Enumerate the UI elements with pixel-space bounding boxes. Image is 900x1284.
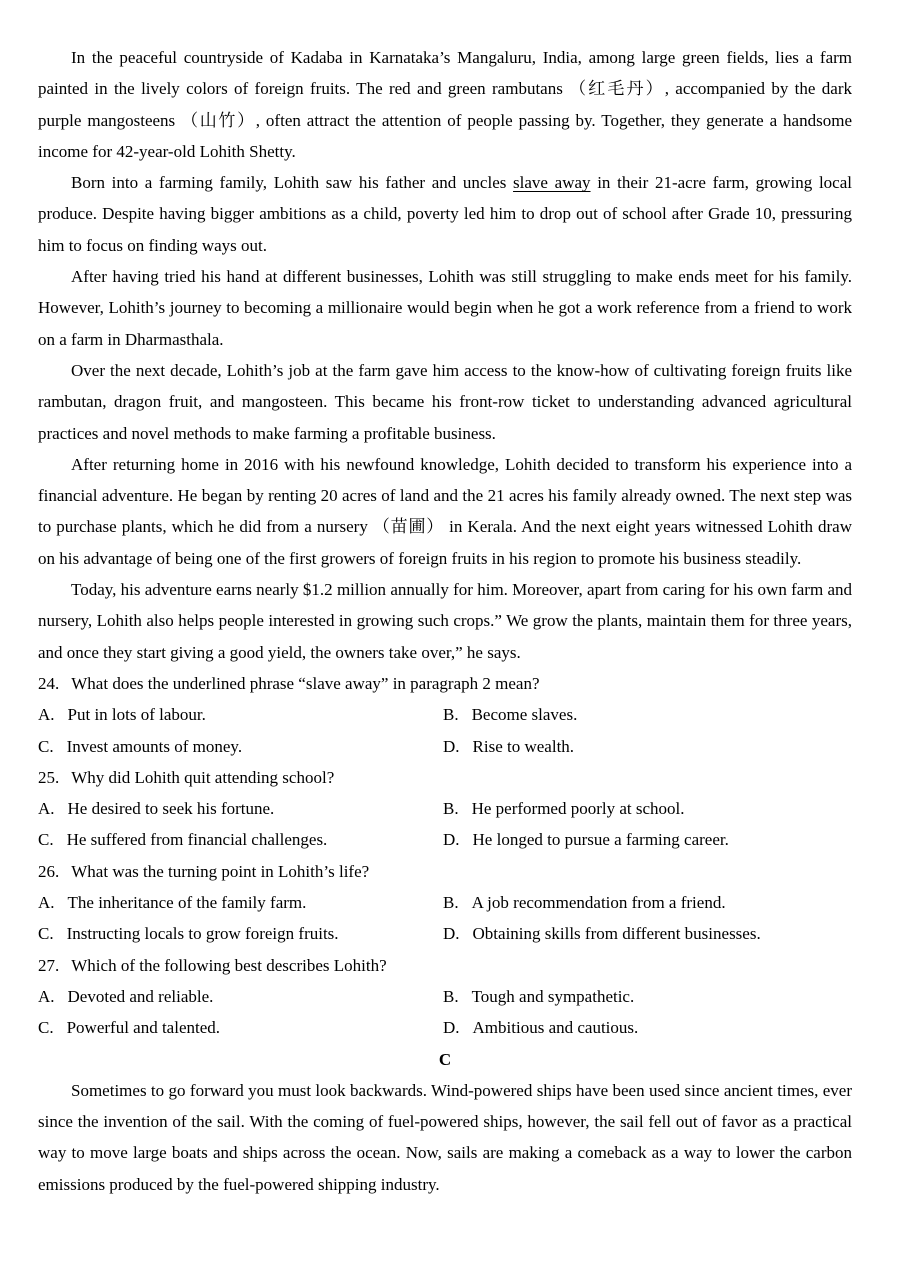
option-d-label: D. xyxy=(443,924,460,944)
question-25-option-a xyxy=(38,793,443,824)
question-24-stem xyxy=(38,668,852,699)
question-26-stem xyxy=(38,856,852,887)
option-d-text: He longed to pursue a farming career. xyxy=(472,830,729,850)
option-c-text: Powerful and talented. xyxy=(66,1018,221,1038)
option-c-label: C. xyxy=(38,830,54,850)
option-b-label: B. xyxy=(443,893,459,913)
question-26-number: 26. xyxy=(38,861,60,881)
question-24-text: What does the underlined phrase “slave away” in paragraph 2 mean? xyxy=(71,673,540,693)
question-25 xyxy=(38,762,852,856)
option-d-text: Ambitious and cautious. xyxy=(472,1018,639,1038)
option-c-label: C. xyxy=(38,924,54,944)
question-27-options xyxy=(38,981,852,1044)
option-d-label: D. xyxy=(443,1018,460,1038)
question-27-text: Which of the following best describes Lohith? xyxy=(71,955,387,975)
question-27-option-a xyxy=(38,981,443,1012)
question-24-option-b xyxy=(443,699,852,730)
question-26-options xyxy=(38,887,852,950)
question-26-option-c xyxy=(38,918,443,949)
option-d-label: D. xyxy=(443,830,460,850)
question-27 xyxy=(38,950,852,1044)
option-c-text: Invest amounts of money. xyxy=(66,736,243,756)
passage-paragraph-4: Over the next decade, Lohith’s job at the farm gave him access to the know-how of cultivating foreign fruits like rambutan, dragon fruit, and mangosteen. This became his front-row ticket to understanding advanced agricultural practices and novel methods to make farming a profitable business. xyxy=(38,360,852,443)
question-26-option-d xyxy=(443,918,852,949)
question-24-option-a xyxy=(38,699,443,730)
passage-paragraph-3: After having tried his hand at different businesses, Lohith was still struggling to make ends meet for his family. However, Lohith’s journey to becoming a millionaire would begin when he got a work reference from a friend to work on a farm in Dharmasthala. xyxy=(38,267,852,349)
option-b-label: B. xyxy=(443,705,459,725)
question-26-text: What was the turning point in Lohith’s life? xyxy=(71,861,370,881)
question-24-options xyxy=(38,699,852,762)
question-25-text: Why did Lohith quit attending school? xyxy=(71,767,335,787)
question-25-option-c xyxy=(38,824,443,855)
option-b-text: Tough and sympathetic. xyxy=(471,986,635,1006)
question-24-option-c xyxy=(38,731,443,762)
passage-paragraph-2 xyxy=(38,167,852,261)
question-25-number: 25. xyxy=(38,767,60,787)
option-c-label: C. xyxy=(38,1018,54,1038)
question-25-stem xyxy=(38,762,852,793)
option-d-text: Obtaining skills from different businesses. xyxy=(472,924,761,944)
option-b-text: Become slaves. xyxy=(471,705,578,725)
question-27-option-c xyxy=(38,1012,443,1043)
option-a-text: He desired to seek his fortune. xyxy=(67,799,275,819)
option-d-text: Rise to wealth. xyxy=(472,736,575,756)
passage-paragraph-1: In the peaceful countryside of Kadaba in Karnataka’s Mangaluru, India, among large green fields, lies a farm painted in the lively colors of foreign fruits. The red and green rambutans （红毛丹）, accompanied by the dark purple mangosteens （山竹）, often attract the attention of people passing by. Together, they generate a handsome income for 42-year-old Lohith Shetty. xyxy=(38,48,852,161)
question-26-option-a xyxy=(38,887,443,918)
paragraph-2-text-before: Born into a farming family, Lohith saw his father and uncles xyxy=(71,173,514,193)
option-a-label: A. xyxy=(38,893,55,913)
section-c-header: C xyxy=(438,1049,452,1069)
question-24-option-d xyxy=(443,731,852,762)
option-a-text: Devoted and reliable. xyxy=(67,986,214,1006)
option-a-text: Put in lots of labour. xyxy=(67,705,206,725)
passage-paragraph-6: Today, his adventure earns nearly $1.2 million annually for him. Moreover, apart from caring for his own farm and nursery, Lohith also helps people interested in growing such crops.” We grow the plants, maintain them for three years, and once they start giving a good yield, the owners take over,” he says. xyxy=(38,580,852,662)
option-c-label: C. xyxy=(38,736,54,756)
question-27-option-d xyxy=(443,1012,852,1043)
question-25-options xyxy=(38,793,852,856)
question-26-option-b xyxy=(443,887,852,918)
paragraph-2-text-after: in their 21-acre farm, growing local produce. Despite having bigger ambitions as a child, poverty led him to drop out of school after Grade 10, pressuring him to focus on finding ways out. xyxy=(38,173,852,255)
question-27-stem xyxy=(38,950,852,981)
option-b-label: B. xyxy=(443,986,459,1006)
option-a-label: A. xyxy=(38,986,55,1006)
question-25-option-b xyxy=(443,793,852,824)
option-b-text: A job recommendation from a friend. xyxy=(471,893,726,913)
option-a-label: A. xyxy=(38,799,55,819)
option-a-label: A. xyxy=(38,705,55,725)
option-b-label: B. xyxy=(443,799,459,819)
section-c-paragraph-1: Sometimes to go forward you must look backwards. Wind-powered ships have been used since ancient times, ever since the invention of the sail. With the coming of fuel-powered ships, however, the sail fell out of favor as a practical way to move large boats and ships across the ocean. Now, sails are making a comeback as a way to lower the carbon emissions produced by the fuel-powered shipping industry. xyxy=(38,1080,852,1194)
option-a-text: The inheritance of the family farm. xyxy=(67,893,307,913)
option-c-text: Instructing locals to grow foreign fruits. xyxy=(66,924,339,944)
option-d-label: D. xyxy=(443,736,460,756)
option-c-text: He suffered from financial challenges. xyxy=(66,830,328,850)
question-27-option-b xyxy=(443,981,852,1012)
underlined-phrase-slave-away: slave away xyxy=(513,173,591,193)
question-27-number: 27. xyxy=(38,955,60,975)
passage-paragraph-5: After returning home in 2016 with his newfound knowledge, Lohith decided to transform his experience into a financial adventure. He began by renting 20 acres of land and the 21 acres his family already owned. The next step was to purchase plants, which he did from a nursery （苗圃） in Kerala. And the next eight years witnessed Lohith draw on his advantage of being one of the first growers of foreign fruits in his region to promote his business steadily. xyxy=(38,454,852,568)
question-24 xyxy=(38,668,852,762)
option-b-text: He performed poorly at school. xyxy=(471,799,685,819)
question-26 xyxy=(38,856,852,950)
question-24-number: 24. xyxy=(38,673,60,693)
question-25-option-d xyxy=(443,824,852,855)
